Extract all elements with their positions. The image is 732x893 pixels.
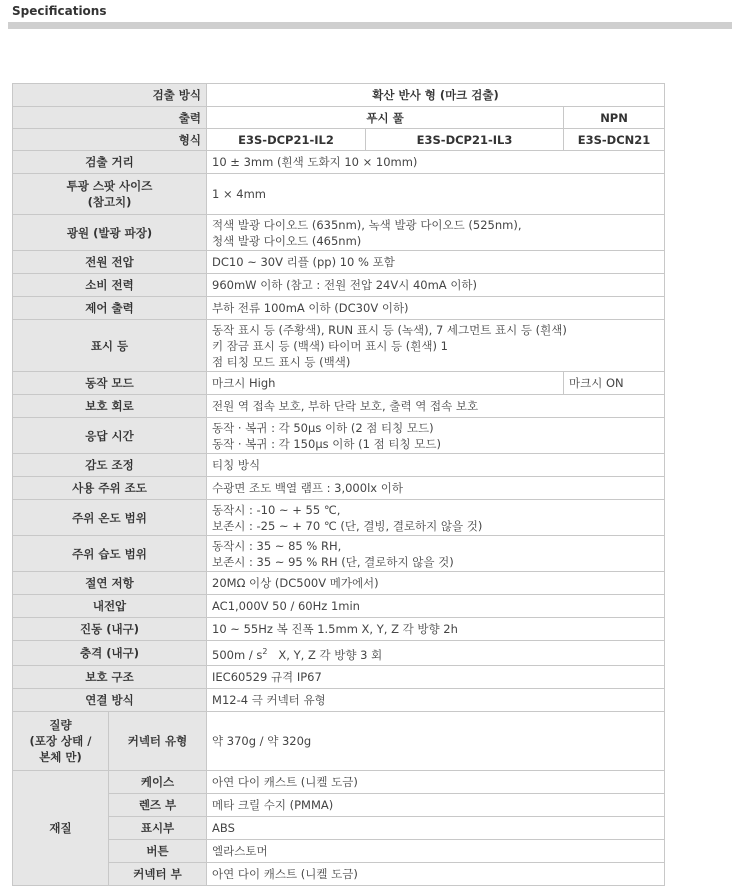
row-label: 투광 스팟 사이즈 (참고치)	[13, 174, 207, 215]
table-row	[13, 418, 665, 454]
table-row	[13, 618, 665, 641]
cell-value: 동작 표시 등 (주황색), RUN 표시 등 (녹색), 7 세그먼트 표시 등 (흰색) 키 잠금 표시 등 (백색) 타이머 표시 등 (흰색) 1 점 티칭 모드 표시 등 (백색)	[207, 320, 665, 372]
cell-value: 수광면 조도 백열 램프 : 3,000lx 이하	[207, 477, 665, 500]
table-row	[13, 372, 665, 395]
table-row	[13, 320, 665, 372]
row-label: 주위 습도 범위	[13, 536, 207, 572]
row-sublabel: 표시부	[109, 817, 207, 840]
row-label: 제어 출력	[13, 297, 207, 320]
row-label: 연결 방식	[13, 689, 207, 712]
cell-value: IEC60529 규격 IP67	[207, 666, 665, 689]
row-sublabel: 렌즈 부	[109, 794, 207, 817]
cell-value: 푸시 풀	[207, 107, 564, 129]
table-row	[13, 817, 665, 840]
model-cell: E3S-DCP21-IL3	[366, 129, 564, 151]
cell-value: 동작시 : 35 ~ 85 % RH, 보존시 : 35 ~ 95 % RH (단, 결로하지 않을 것)	[207, 536, 665, 572]
cell-value: 960mW 이하 (참고 : 전원 전압 24V시 40mA 이하)	[207, 274, 665, 297]
cell-value: DC10 ~ 30V 리플 (pp) 10 % 포함	[207, 251, 665, 274]
row-label: 검출 방식	[13, 84, 207, 107]
cell-value: 10 ~ 55Hz 복 진폭 1.5mm X, Y, Z 각 방향 2h	[207, 618, 665, 641]
cell-value: 10 ± 3mm (흰색 도화지 10 × 10mm)	[207, 151, 665, 174]
table-row	[13, 174, 665, 215]
cell-value: 메타 크릴 수지 (PMMA)	[207, 794, 665, 817]
table-row	[13, 129, 665, 151]
row-label: 전원 전압	[13, 251, 207, 274]
row-label: 동작 모드	[13, 372, 207, 395]
cell-value: 20MΩ 이상 (DC500V 메가에서)	[207, 572, 665, 595]
table-row	[13, 863, 665, 886]
row-sublabel: 커넥터 유형	[109, 712, 207, 771]
row-label: 재질	[13, 771, 109, 886]
cell-value	[207, 641, 665, 666]
cell-value: 마크시 High	[207, 372, 564, 395]
row-label: 내전압	[13, 595, 207, 618]
cell-value: 아연 다이 캐스트 (니켈 도금)	[207, 863, 665, 886]
row-label: 출력	[13, 107, 207, 129]
table-row	[13, 477, 665, 500]
cell-value: 마크시 ON	[564, 372, 665, 395]
cell-value: NPN	[564, 107, 665, 129]
table-row	[13, 454, 665, 477]
row-label: 보호 구조	[13, 666, 207, 689]
cell-value: 부하 전류 100mA 이하 (DC30V 이하)	[207, 297, 665, 320]
cell-value: 전원 역 접속 보호, 부하 단락 보호, 출력 역 접속 보호	[207, 395, 665, 418]
title-divider	[8, 22, 732, 29]
row-label: 광원 (발광 파장)	[13, 215, 207, 251]
model-cell: E3S-DCN21	[564, 129, 665, 151]
table-row	[13, 840, 665, 863]
shock-directions: X, Y, Z 각 방향 3 회	[278, 647, 383, 662]
row-label: 주위 온도 범위	[13, 500, 207, 536]
table-row	[13, 666, 665, 689]
table-row	[13, 712, 665, 771]
table-row	[13, 107, 665, 129]
table-row	[13, 641, 665, 666]
row-label: 질량 (포장 상태 / 본체 만)	[13, 712, 109, 771]
table-row	[13, 536, 665, 572]
table-row	[13, 395, 665, 418]
cell-value: 약 370g / 약 320g	[207, 712, 665, 771]
section-title: Specifications	[12, 4, 107, 18]
cell-value: 아연 다이 캐스트 (니켈 도금)	[207, 771, 665, 794]
table-row	[13, 274, 665, 297]
table-row	[13, 595, 665, 618]
row-sublabel: 케이스	[109, 771, 207, 794]
row-label: 절연 저항	[13, 572, 207, 595]
shock-value: 500m / s	[212, 647, 263, 662]
table-row	[13, 297, 665, 320]
cell-value: 동작시 : -10 ~ + 55 ℃, 보존시 : -25 ~ + 70 ℃ (단, 결빙, 결로하지 않을 것)	[207, 500, 665, 536]
cell-value: 1 × 4mm	[207, 174, 665, 215]
row-label: 충격 (내구)	[13, 641, 207, 666]
cell-value: 엘라스토머	[207, 840, 665, 863]
row-label: 응답 시간	[13, 418, 207, 454]
cell-value: M12-4 극 커넥터 유형	[207, 689, 665, 712]
row-sublabel: 커넥터 부	[109, 863, 207, 886]
cell-value: 티칭 방식	[207, 454, 665, 477]
table-row	[13, 689, 665, 712]
table-row	[13, 251, 665, 274]
table-row	[13, 151, 665, 174]
table-row	[13, 794, 665, 817]
cell-value: ABS	[207, 817, 665, 840]
row-label: 형식	[13, 129, 207, 151]
row-label: 감도 조정	[13, 454, 207, 477]
table-row	[13, 771, 665, 794]
cell-value: 확산 반사 형 (마크 검출)	[207, 84, 665, 107]
row-label: 진동 (내구)	[13, 618, 207, 641]
row-label: 소비 전력	[13, 274, 207, 297]
table-row	[13, 215, 665, 251]
row-sublabel: 버튼	[109, 840, 207, 863]
row-label: 표시 등	[13, 320, 207, 372]
cell-value: 동작 · 복귀 : 각 50μs 이하 (2 점 티칭 모드) 동작 · 복귀 : 각 150μs 이하 (1 점 티칭 모드)	[207, 418, 665, 454]
row-label: 검출 거리	[13, 151, 207, 174]
table-row	[13, 572, 665, 595]
model-cell: E3S-DCP21-IL2	[207, 129, 366, 151]
cell-value: 적색 발광 다이오드 (635nm), 녹색 발광 다이오드 (525nm), 청색 발광 다이오드 (465nm)	[207, 215, 665, 251]
table-row	[13, 84, 665, 107]
spec-table	[12, 83, 665, 886]
row-label: 보호 회로	[13, 395, 207, 418]
row-label: 사용 주위 조도	[13, 477, 207, 500]
cell-value: AC1,000V 50 / 60Hz 1min	[207, 595, 665, 618]
table-row	[13, 500, 665, 536]
shock-exponent: 2	[262, 646, 268, 656]
